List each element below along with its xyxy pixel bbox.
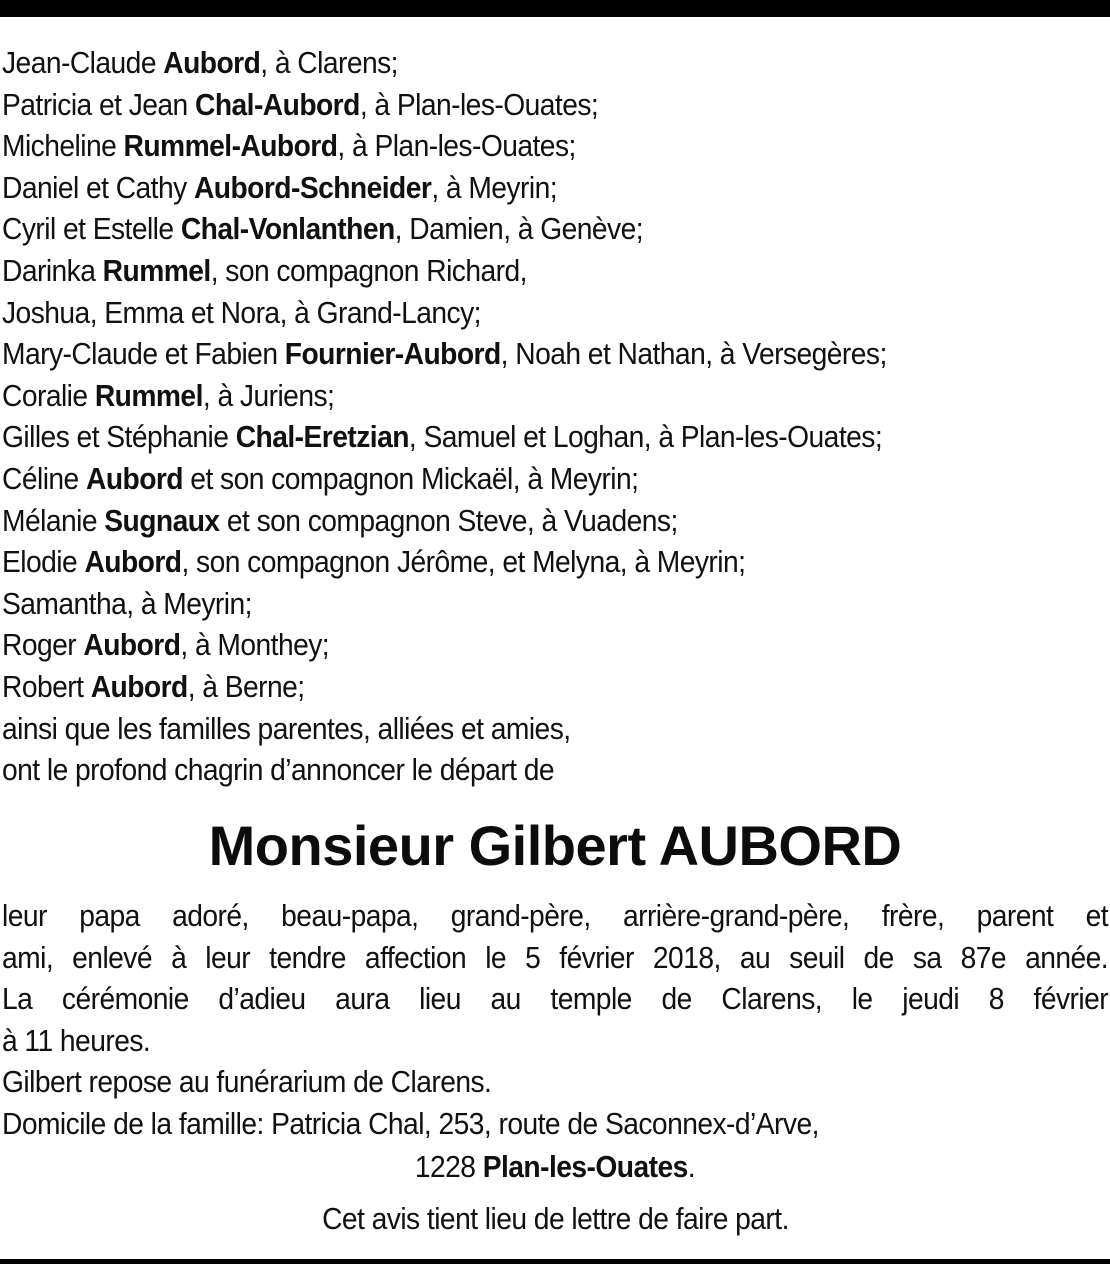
body-line: Domicile de la famille: Patricia Chal, 253, route de Saconnex-d’Arve, <box>2 1105 819 1141</box>
deceased-name: Monsieur Gilbert AUBORD <box>208 814 902 877</box>
family-line: Micheline Rummel-Aubord, à Plan-les-Ouates; <box>2 128 576 164</box>
family-surname: Aubord <box>84 544 182 580</box>
family-surname: Rummel <box>94 377 203 413</box>
family-surname: Aubord <box>83 627 181 663</box>
family-line: Céline Aubord et son compagnon Mickaël, à Meyrin; <box>2 460 639 496</box>
body-line: Gilbert repose au funérarium de Clarens. <box>2 1064 492 1100</box>
top-rule <box>0 0 1110 17</box>
family-surname: Chal-Eretzian <box>235 419 409 455</box>
body-line: La cérémonie d’adieu aura lieu au temple de Clarens, le jeudi 8 février <box>2 981 1109 1017</box>
family-surname: Rummel <box>102 252 211 288</box>
family-surname: Aubord <box>90 668 188 704</box>
family-surname: Aubord <box>163 45 261 80</box>
family-line: Robert Aubord, à Berne; <box>2 668 305 704</box>
body-line: leur papa adoré, beau-papa, grand-père, arrière-grand-père, frère, parent et <box>2 898 1109 933</box>
family-line: Cyril et Estelle Chal-Vonlanthen, Damien, à Genève; <box>2 211 644 247</box>
family-line: Gilles et Stéphanie Chal-Eretzian, Samuel et Loghan, à Plan-les-Ouates; <box>2 419 883 455</box>
family-line: Daniel et Cathy Aubord-Schneider, à Meyrin; <box>2 169 558 205</box>
family-line: ont le profond chagrin d’annoncer le départ de <box>2 752 555 788</box>
closing-note: Cet avis tient lieu de lettre de faire part. <box>321 1201 789 1236</box>
family-line: Samantha, à Meyrin; <box>2 585 252 621</box>
family-line: Coralie Rummel, à Juriens; <box>2 377 335 413</box>
family-line: Elodie Aubord, son compagnon Jérôme, et Melyna, à Meyrin; <box>2 544 746 580</box>
address-city: Plan-les-Ouates <box>482 1149 688 1184</box>
family-surname: Aubord-Schneider <box>193 169 432 205</box>
family-list <box>2 42 1003 791</box>
family-line: ainsi que les familles parentes, alliées et amies, <box>2 710 571 746</box>
family-surname: Chal-Aubord <box>195 86 360 122</box>
announcement-body <box>2 895 1108 1145</box>
family-line: Patricia et Jean Chal-Aubord, à Plan-les-Ouates; <box>2 86 599 122</box>
family-line: Roger Aubord, à Monthey; <box>2 627 330 663</box>
bottom-rule <box>0 1259 1110 1264</box>
family-line: Mary-Claude et Fabien Fournier-Aubord, Noah et Nathan, à Versegères; <box>2 336 887 372</box>
family-surname: Aubord <box>85 460 184 496</box>
body-line: à 11 heures. <box>2 1022 151 1058</box>
family-surname: Sugnaux <box>104 502 220 538</box>
family-surname: Rummel-Aubord <box>123 128 338 164</box>
family-line: Mélanie Sugnaux et son compagnon Steve, à Vuadens; <box>2 502 678 538</box>
body-line: ami, enlevé à leur tendre affection le 5 février 2018, au seuil de sa 87e année. <box>2 939 1109 975</box>
family-line: Jean-Claude Aubord, à Clarens; <box>2 45 398 80</box>
family-line: Joshua, Emma et Nora, à Grand-Lancy; <box>2 294 481 330</box>
family-surname: Fournier-Aubord <box>284 336 501 372</box>
address-line: 1228 Plan-les-Ouates. <box>414 1149 696 1184</box>
family-surname: Chal-Vonlanthen <box>180 211 395 247</box>
family-line: Darinka Rummel, son compagnon Richard, <box>2 252 527 288</box>
